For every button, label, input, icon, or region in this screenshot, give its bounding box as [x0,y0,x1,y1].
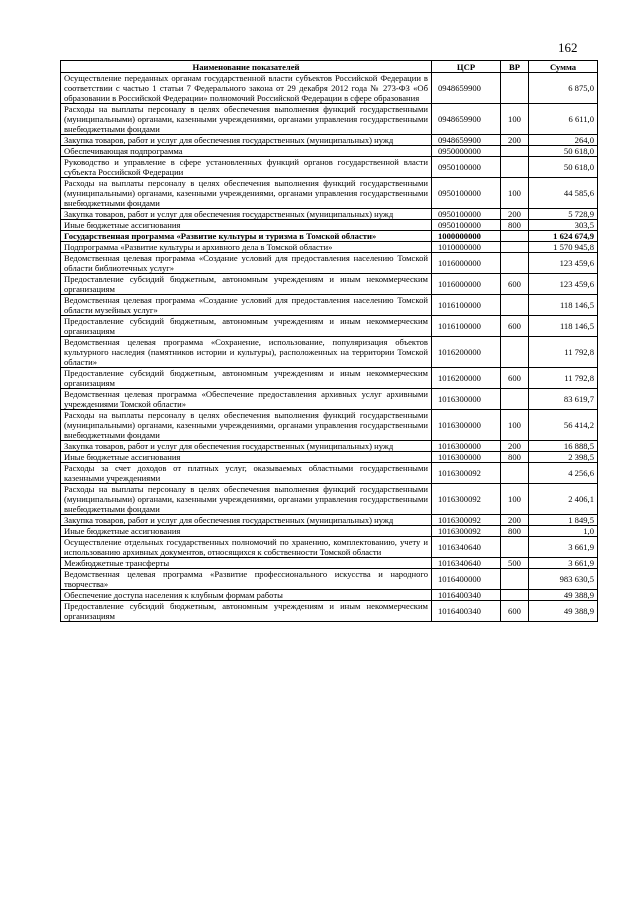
cell-name: Руководство и управление в сфере установленных функций органов государственной власти субъекта Российской Федерации [61,157,432,178]
cell-sum: 4 256,6 [529,463,598,484]
cell-vr: 600 [501,316,529,337]
cell-sum: 983 630,5 [529,569,598,590]
cell-sum: 50 618,0 [529,146,598,157]
cell-vr [501,157,529,178]
cell-code: 0948659900 [432,135,501,146]
cell-name: Расходы на выплаты персоналу в целях обеспечения выполнения функций государственными (муниципальными) органами, казенными учреждениями, органами управления государственными внебюджетными фондами [61,410,432,441]
header-code: ЦСР [432,61,501,73]
cell-sum: 303,5 [529,220,598,231]
cell-vr: 100 [501,484,529,515]
cell-sum: 3 661,9 [529,558,598,569]
table-row [61,601,598,622]
table-row [61,389,598,410]
table-header-row [61,61,598,73]
cell-code: 1000000000 [432,231,501,242]
table-row [61,178,598,209]
table-row [61,452,598,463]
table-row [61,368,598,389]
table-row [61,157,598,178]
cell-name: Предоставление субсидий бюджетным, автономным учреждениям и иным некоммерческим организациям [61,274,432,295]
cell-vr: 200 [501,135,529,146]
cell-name: Закупка товаров, работ и услуг для обеспечения государственных (муниципальных) нужд [61,209,432,220]
cell-code: 1016400000 [432,569,501,590]
cell-code: 0950100000 [432,178,501,209]
table-row [61,337,598,368]
cell-vr [501,146,529,157]
cell-name: Иные бюджетные ассигнования [61,526,432,537]
cell-code: 1016100000 [432,295,501,316]
cell-sum: 2 398,5 [529,452,598,463]
cell-sum: 1,0 [529,526,598,537]
cell-sum: 11 792,8 [529,337,598,368]
cell-vr: 200 [501,441,529,452]
cell-sum: 50 618,0 [529,157,598,178]
table-row [61,515,598,526]
table-row [61,220,598,231]
table-row [61,209,598,220]
table-row [61,441,598,452]
table-row [61,253,598,274]
cell-vr: 200 [501,209,529,220]
cell-code: 1016340640 [432,537,501,558]
cell-sum: 44 585,6 [529,178,598,209]
cell-code: 1010000000 [432,242,501,253]
table-row [61,316,598,337]
cell-vr [501,389,529,410]
cell-name: Предоставление субсидий бюджетным, автономным учреждениям и иным некоммерческим организациям [61,601,432,622]
cell-sum: 1 570 945,8 [529,242,598,253]
table-row [61,537,598,558]
cell-name: Расходы на выплаты персоналу в целях обеспечения выполнения функций государственными (муниципальными) органами, казенными учреждениями, органами управления государственными внебюджетными фондами [61,104,432,135]
cell-vr: 600 [501,601,529,622]
cell-vr: 800 [501,452,529,463]
cell-code: 1016300092 [432,515,501,526]
cell-code: 1016340640 [432,558,501,569]
cell-name: Осуществление отдельных государственных полномочий по хранению, комплектованию, учету и использованию архивных документов, относящихся к собственности Томской области [61,537,432,558]
cell-vr [501,73,529,104]
cell-code: 1016300000 [432,441,501,452]
cell-name: Иные бюджетные ассигнования [61,452,432,463]
table-row [61,526,598,537]
cell-sum: 118 146,5 [529,295,598,316]
cell-name: Государственная программа «Развитие культуры и туризма в Томской области» [61,231,432,242]
cell-vr: 600 [501,368,529,389]
cell-name: Предоставление субсидий бюджетным, автономным учреждениям и иным некоммерческим организациям [61,316,432,337]
cell-sum: 6 875,0 [529,73,598,104]
cell-vr [501,242,529,253]
cell-name: Обеспечивающая подпрограмма [61,146,432,157]
table-row [61,569,598,590]
table-body [61,73,598,622]
table-row [61,558,598,569]
cell-vr [501,253,529,274]
cell-vr [501,569,529,590]
cell-code: 0948659900 [432,104,501,135]
cell-code: 1016100000 [432,316,501,337]
cell-sum: 83 619,7 [529,389,598,410]
cell-vr: 800 [501,220,529,231]
cell-sum: 49 388,9 [529,601,598,622]
table-row [61,242,598,253]
cell-code: 0950100000 [432,220,501,231]
cell-code: 0950100000 [432,209,501,220]
cell-code: 1016000000 [432,274,501,295]
cell-sum: 1 624 674,9 [529,231,598,242]
cell-code: 0950000000 [432,146,501,157]
cell-sum: 2 406,1 [529,484,598,515]
cell-name: Предоставление субсидий бюджетным, автономным учреждениям и иным некоммерческим организациям [61,368,432,389]
page-number: 162 [558,40,578,55]
table-row [61,104,598,135]
cell-name: Осуществление переданных органам государственной власти субъектов Российской Федерации в соответствии с частью 1 статьи 7 Федерального закона от 29 декабря 2012 года № 273-ФЗ «Об образовании в Российской Федерации» полномочий Российской Федерации в сфере образования [61,73,432,104]
table-row [61,590,598,601]
cell-name: Ведомственная целевая программа «Сохранение, использование, популяризация объектов культурного наследия (памятников истории и культуры), расположенных на территории Томской области» [61,337,432,368]
cell-code: 1016200000 [432,337,501,368]
table-row [61,274,598,295]
cell-sum: 5 728,9 [529,209,598,220]
cell-sum: 16 888,5 [529,441,598,452]
cell-code: 1016300092 [432,484,501,515]
cell-sum: 56 414,2 [529,410,598,441]
cell-sum: 264,0 [529,135,598,146]
cell-name: Ведомственная целевая программа «Обеспечение предоставления архивных услуг архивными учреждениями Томской области» [61,389,432,410]
cell-vr: 100 [501,104,529,135]
cell-code: 1016000000 [432,253,501,274]
header-sum: Сумма [529,61,598,73]
cell-sum: 118 146,5 [529,316,598,337]
budget-table [60,60,598,622]
cell-vr: 100 [501,178,529,209]
cell-code: 1016300000 [432,452,501,463]
cell-sum: 49 388,9 [529,590,598,601]
cell-name: Обеспечение доступа населения к клубным формам работы [61,590,432,601]
table-row [61,231,598,242]
cell-name: Подпрограмма «Развитие культуры и архивного дела в Томской области» [61,242,432,253]
cell-vr [501,537,529,558]
cell-sum: 3 661,9 [529,537,598,558]
cell-code: 1016300000 [432,389,501,410]
cell-sum: 11 792,8 [529,368,598,389]
cell-code: 1016400340 [432,601,501,622]
cell-name: Расходы за счет доходов от платных услуг, оказываемых областными государственными казенными учреждениями [61,463,432,484]
cell-name: Расходы на выплаты персоналу в целях обеспечения выполнения функций государственными (муниципальными) органами, казенными учреждениями, органами управления государственными внебюджетными фондами [61,178,432,209]
header-name: Наименование показателей [61,61,432,73]
cell-code: 0950100000 [432,157,501,178]
cell-code: 1016400340 [432,590,501,601]
cell-name: Иные бюджетные ассигнования [61,220,432,231]
table-row [61,135,598,146]
cell-sum: 1 849,5 [529,515,598,526]
header-vr: ВР [501,61,529,73]
table-row [61,463,598,484]
cell-name: Ведомственная целевая программа «Создание условий для предоставления населению Томской области музейных услуг» [61,295,432,316]
cell-sum: 6 611,0 [529,104,598,135]
cell-name: Ведомственная целевая программа «Создание условий для предоставления населению Томской области библиотечных услуг» [61,253,432,274]
table-row [61,410,598,441]
cell-name: Межбюджетные трансферты [61,558,432,569]
cell-sum: 123 459,6 [529,274,598,295]
cell-code: 1016300000 [432,410,501,441]
cell-name: Ведомственная целевая программа «Развитие профессионального искусства и народного творчества» [61,569,432,590]
cell-code: 1016300092 [432,526,501,537]
cell-vr: 200 [501,515,529,526]
cell-vr: 600 [501,274,529,295]
cell-vr: 100 [501,410,529,441]
cell-name: Закупка товаров, работ и услуг для обеспечения государственных (муниципальных) нужд [61,441,432,452]
cell-name: Закупка товаров, работ и услуг для обеспечения государственных (муниципальных) нужд [61,515,432,526]
table-row [61,146,598,157]
cell-code: 1016200000 [432,368,501,389]
cell-code: 0948659900 [432,73,501,104]
cell-vr [501,590,529,601]
cell-vr [501,295,529,316]
cell-code: 1016300092 [432,463,501,484]
table-row [61,73,598,104]
cell-vr: 800 [501,526,529,537]
cell-vr [501,463,529,484]
cell-vr [501,231,529,242]
table-row [61,295,598,316]
table-row [61,484,598,515]
cell-name: Расходы на выплаты персоналу в целях обеспечения выполнения функций государственными (муниципальными) органами, казенными учреждениями, органами управления государственными внебюджетными фондами [61,484,432,515]
cell-name: Закупка товаров, работ и услуг для обеспечения государственных (муниципальных) нужд [61,135,432,146]
cell-vr [501,337,529,368]
cell-sum: 123 459,6 [529,253,598,274]
cell-vr: 500 [501,558,529,569]
